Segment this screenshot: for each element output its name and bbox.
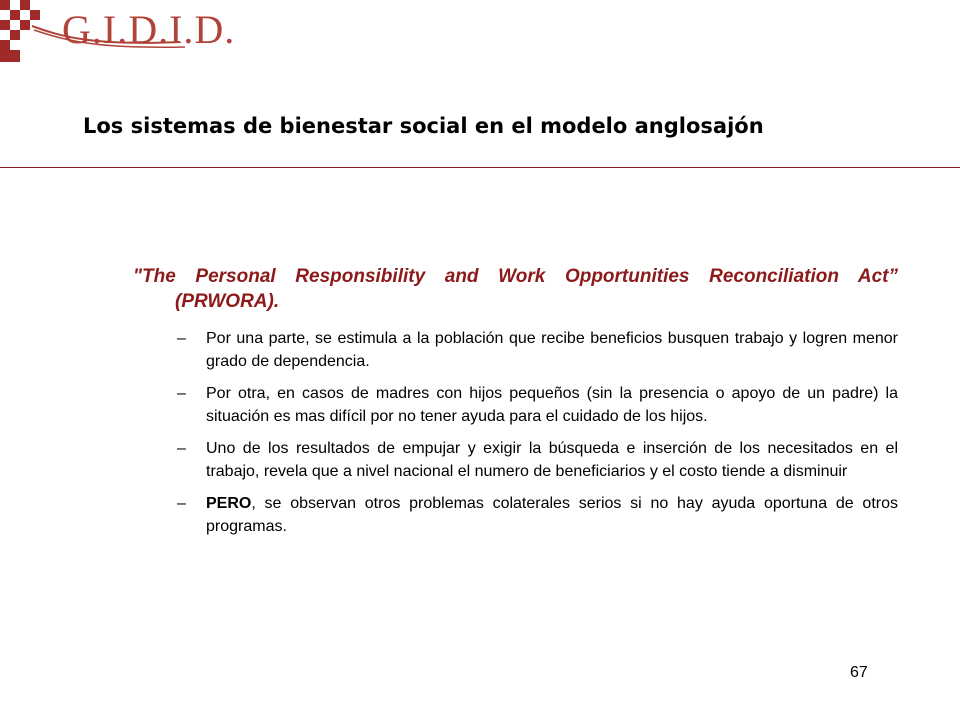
- list-item: [177, 327, 898, 373]
- act-heading: "The Personal Responsibility and Work Opportunities Reconciliation Act” (PRWORA).: [133, 266, 898, 312]
- page-number: 67: [850, 664, 868, 681]
- bullet-text: Por una parte, se estimula a la población que recibe beneficios busquen trabajo y logren menor grado de dependencia.: [206, 330, 898, 370]
- title-divider: [0, 167, 960, 168]
- bullet-text: Por otra, en casos de madres con hijos pequeños (sin la presencia o apoyo de un padre) la situación es mas difícil por no tener ayuda para el cuidado de los hijos.: [206, 385, 898, 425]
- bullet-dash: –: [177, 495, 186, 512]
- bullet-dash: –: [177, 330, 186, 347]
- bullet-text: , se observan otros problemas colaterales serios si no hay ayuda oportuna de otros programas.: [206, 495, 898, 535]
- list-item: [177, 437, 898, 483]
- slide-title: Los sistemas de bienestar social en el modelo anglosajón: [83, 114, 764, 138]
- list-item: [177, 382, 898, 428]
- bullet-text: Uno de los resultados de empujar y exigir la búsqueda e inserción de los necesitados en el trabajo, revela que a nivel nacional el numero de beneficiarios y el costo tiende a disminuir: [206, 440, 898, 480]
- bullet-dash: –: [177, 385, 186, 402]
- logo: [0, 0, 236, 70]
- bullet-dash: –: [177, 440, 186, 457]
- bullet-emphasis: PERO: [206, 495, 252, 512]
- logo-text: G.I.D.I.D.: [62, 7, 236, 52]
- list-item: [177, 492, 898, 538]
- bullet-list: [177, 327, 898, 547]
